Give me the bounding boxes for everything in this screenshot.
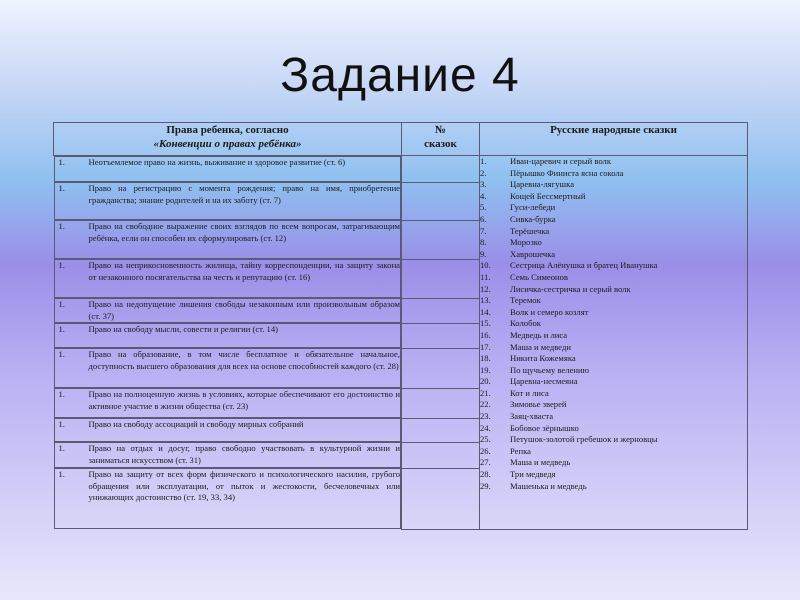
tale-title: Морозко	[510, 237, 542, 248]
list-item	[480, 446, 747, 458]
tale-number: 24.	[480, 422, 491, 433]
right-number: 1.	[58, 157, 65, 167]
right-text: Право на недопущение лишения свободы незаконным или произвольным образом (ст. 37)	[88, 299, 400, 321]
list-item	[480, 376, 747, 388]
list-item	[480, 156, 747, 168]
tale-number: 2.	[480, 167, 487, 178]
header-number-line2: сказок	[424, 138, 457, 150]
list-item	[480, 249, 747, 261]
tale-number-answer-cell[interactable]	[402, 220, 480, 259]
list-item	[480, 399, 747, 411]
tale-number: 6.	[480, 213, 487, 224]
tale-title: Гуси-лебеди	[510, 202, 556, 213]
list-item	[480, 307, 747, 319]
tale-title: Петушок-золотой гребешок и жерновцы	[510, 434, 658, 445]
tale-number: 23.	[480, 411, 491, 422]
tale-number-answer-cell[interactable]	[402, 348, 480, 388]
table-header-row	[54, 123, 748, 156]
tale-number: 5.	[480, 202, 487, 213]
tale-number: 8.	[480, 237, 487, 248]
tale-number: 16.	[480, 329, 491, 340]
tale-number: 28.	[480, 469, 491, 480]
right-cell	[54, 442, 402, 468]
right-cell	[54, 298, 402, 323]
tale-number: 9.	[480, 248, 487, 259]
right-text: Право на регистрацию с момента рождения; право на имя, приобретение гражданства; знание родителей и на их заботу (ст. 7)	[88, 183, 400, 205]
list-item	[480, 353, 747, 365]
tale-title: Иван-царевич и серый волк	[510, 156, 612, 166]
tale-number: 20.	[480, 376, 491, 387]
list-item	[480, 226, 747, 238]
header-number	[402, 123, 480, 156]
list-item	[480, 330, 747, 342]
tale-number: 10.	[480, 260, 491, 271]
list-item	[480, 342, 747, 354]
list-item	[480, 295, 747, 307]
tale-number: 26.	[480, 445, 491, 456]
right-text: Право на отдых и досуг, право свободно участвовать в культурной жизни и заниматься искусством (ст. 31)	[88, 443, 400, 465]
tale-title: Никита Кожемяка	[510, 353, 576, 364]
right-cell	[54, 418, 402, 442]
right-number: 1.	[58, 299, 65, 309]
tale-number-answer-cell[interactable]	[402, 259, 480, 298]
right-number: 1.	[58, 469, 65, 479]
tale-number-answer-cell[interactable]	[402, 156, 480, 183]
table-row	[54, 156, 748, 183]
list-item	[480, 237, 747, 249]
list-item	[480, 272, 747, 284]
right-number: 1.	[58, 260, 65, 270]
tale-title: Теремок	[510, 295, 541, 306]
tale-number: 27.	[480, 457, 491, 468]
tale-number-answer-cell[interactable]	[402, 388, 480, 418]
list-item	[480, 423, 747, 435]
tale-title: Три медведя	[510, 469, 556, 480]
header-rights-line2: «Конвенции о правах ребёнка»	[153, 138, 302, 150]
right-cell	[54, 156, 402, 182]
tale-title: Машенька и медведь	[510, 480, 587, 491]
list-item	[480, 388, 747, 400]
tale-title: Бобовое зёрнышко	[510, 422, 579, 433]
tale-title: Медведь и лиса	[510, 329, 568, 340]
tale-title: Пёрышко Финиста ясна сокола	[510, 167, 624, 178]
tale-number-answer-cell[interactable]	[402, 298, 480, 323]
tale-title: Волк и семеро козлят	[510, 306, 589, 317]
tale-title: Репка	[510, 445, 531, 456]
tale-title: Маша и медведь	[510, 457, 571, 468]
tales-list	[480, 156, 748, 530]
tale-number: 1.	[480, 156, 487, 166]
tale-number: 14.	[480, 306, 491, 317]
list-item	[480, 469, 747, 481]
tale-title: Маша и медведи	[510, 341, 571, 352]
rights-tales-table	[53, 122, 748, 530]
right-cell	[54, 220, 402, 259]
tale-title: Кощей Бессмертный	[510, 190, 586, 201]
tale-title: По щучьему велению	[510, 364, 590, 375]
tale-number: 18.	[480, 353, 491, 364]
tale-title: Царевна-несмеяна	[510, 376, 578, 387]
list-item	[480, 168, 747, 180]
right-number: 1.	[58, 221, 65, 231]
right-number: 1.	[58, 419, 65, 429]
tale-number: 25.	[480, 434, 491, 445]
right-number: 1.	[58, 443, 65, 453]
tale-title: Колобок	[510, 318, 541, 329]
tale-title: Терёшечка	[510, 225, 550, 236]
tale-title: Лисичка-сестричка и серый волк	[510, 283, 631, 294]
tale-title: Сестрица Алёнушка и братец Иванушка	[510, 260, 658, 271]
tale-number: 19.	[480, 364, 491, 375]
list-item	[480, 365, 747, 377]
tale-number: 3.	[480, 179, 487, 190]
slide-title: Задание 4	[280, 49, 520, 102]
list-item	[480, 481, 747, 493]
right-text: Право на свободу мысли, совести и религии (ст. 14)	[88, 324, 279, 334]
header-rights	[54, 123, 402, 156]
tale-number: 12.	[480, 283, 491, 294]
right-text: Право на защиту от всех форм физического и психологического насилия, грубого обращения или эксплуатации, от пыток и жестокости, бесчеловечных или унижающих достоинство (ст. 19, 33, 34)	[88, 469, 400, 503]
tale-number: 7.	[480, 225, 487, 236]
tale-title: Сивка-бурка	[510, 213, 556, 224]
tale-number-answer-cell[interactable]	[402, 468, 480, 529]
right-number: 1.	[58, 324, 65, 334]
tale-title: Хаврошечка	[510, 248, 556, 259]
list-item	[480, 434, 747, 446]
right-text: Право на неприкосновенность жилища, тайну корреспонденции, на защиту закона от незаконного посягательства на честь и репутацию (ст. 16)	[88, 260, 400, 282]
tale-number-answer-cell[interactable]	[402, 418, 480, 442]
right-text: Право на образование, в том числе бесплатное и обязательное начальное, доступность высшего образования для всех на основе способностей каждого (ст. 28)	[88, 349, 400, 371]
tale-title: Царевна-лягушка	[510, 179, 575, 190]
tale-number: 4.	[480, 190, 487, 201]
tale-title: Кот и лиса	[510, 387, 549, 398]
tale-title: Семь Симеонов	[510, 271, 568, 282]
tale-number-answer-cell[interactable]	[402, 182, 480, 220]
tale-number: 17.	[480, 341, 491, 352]
tale-number-answer-cell[interactable]	[402, 323, 480, 348]
right-cell	[54, 259, 402, 298]
list-item	[480, 179, 747, 191]
tale-number: 11.	[480, 271, 491, 282]
list-item	[480, 457, 747, 469]
header-rights-line1: Права ребенка, согласно	[166, 124, 289, 136]
tale-number: 13.	[480, 295, 491, 306]
list-item	[480, 191, 747, 203]
right-text: Право на свободное выражение своих взглядов по всем вопросам, затрагивающим ребёнка, если он способен их сформулировать (ст. 12)	[88, 221, 400, 243]
list-item	[480, 214, 747, 226]
list-item	[480, 318, 747, 330]
right-cell	[54, 348, 402, 388]
tale-title: Зимовье зверей	[510, 399, 567, 410]
header-number-line1: №	[434, 124, 447, 136]
right-cell	[54, 182, 402, 220]
tale-number: 29.	[480, 480, 491, 491]
list-item	[480, 284, 747, 296]
right-number: 1.	[58, 183, 65, 193]
right-cell	[54, 388, 402, 418]
tale-number: 15.	[480, 318, 491, 329]
list-item	[480, 260, 747, 272]
right-text: Неотъемлемое право на жизнь, выживание и здоровое развитие (ст. 6)	[88, 157, 346, 167]
right-text: Право на свободу ассоциаций и свободу мирных собраний	[88, 419, 304, 429]
right-number: 1.	[58, 349, 65, 359]
header-tales: Русские народные сказки	[480, 123, 748, 156]
tale-number: 21.	[480, 387, 491, 398]
tale-number-answer-cell[interactable]	[402, 442, 480, 468]
right-text: Право на полноценную жизнь в условиях, которые обеспечивают его достоинство и активное участие в жизни общества (ст. 23)	[88, 389, 400, 411]
tale-number: 22.	[480, 399, 491, 410]
list-item	[480, 411, 747, 423]
right-cell	[54, 323, 402, 348]
right-number: 1.	[58, 389, 65, 399]
right-cell	[54, 468, 402, 529]
tale-title: Заяц-хваста	[510, 411, 554, 422]
list-item	[480, 202, 747, 214]
